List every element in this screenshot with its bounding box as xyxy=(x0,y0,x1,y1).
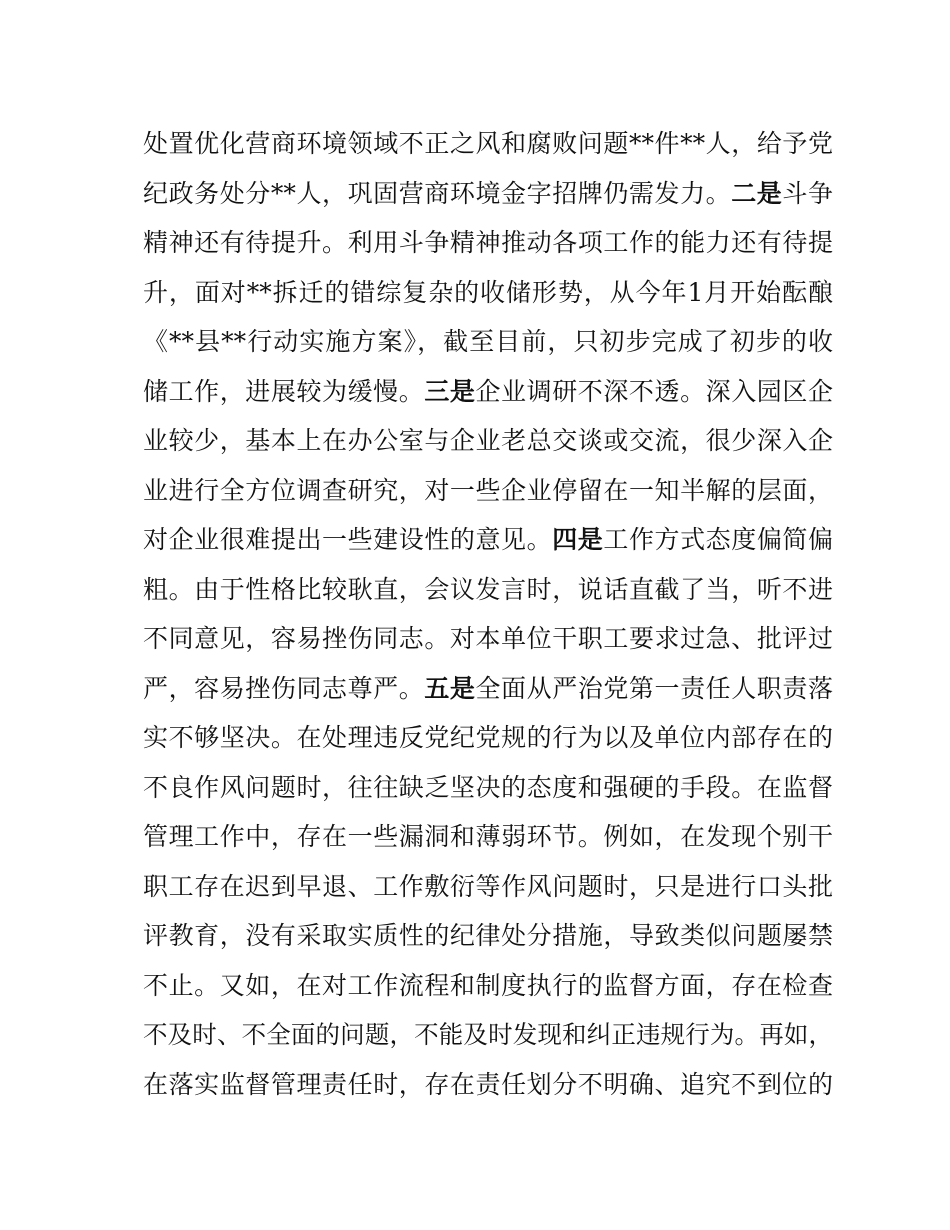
text-run: 不良作风问题时，往往缺乏坚决的态度和强硬的手段。在监督 xyxy=(143,772,833,802)
text-line xyxy=(143,367,833,417)
text-run: 全面从严治党第一责任人职责落 xyxy=(475,673,833,703)
text-run: 管理工作中，存在一些漏洞和薄弱环节。例如，在发现个别干 xyxy=(143,822,833,851)
text-line xyxy=(143,812,833,862)
text-line xyxy=(143,763,833,813)
text-run: 斗争 xyxy=(782,178,833,208)
text-run: 储工作，进展较为缓慢。 xyxy=(143,376,425,406)
text-run: 职工存在迟到早退、工作敷衍等作风问题时，只是进行口头批 xyxy=(143,871,833,901)
text-run: 不及时、不全面的问题，不能及时发现和纠正违规行为。再如， xyxy=(143,1020,833,1049)
text-run: 业较少，基本上在办公室与企业老总交谈或交流，很少深入企 xyxy=(143,426,833,455)
text-run: 《**县**行动实施方案》，截至目前，只初步完成了初步的收 xyxy=(143,327,833,356)
text-run: 粗。由于性格比较耿直，会议发言时，说话直截了当，听不进 xyxy=(143,574,833,604)
text-line xyxy=(143,119,833,169)
text-run: 业进行全方位调查研究，对一些企业停留在一知半解的层面， xyxy=(143,475,833,505)
text-run: 纪政务处分**人，巩固营商环境金字招牌仍需发力。 xyxy=(143,178,732,208)
text-run: 企业调研不深不透。深入园区企 xyxy=(475,376,833,406)
text-line xyxy=(143,169,833,219)
ordinal-marker: 四是 xyxy=(552,525,604,554)
body-text xyxy=(143,119,833,1109)
text-line xyxy=(143,416,833,466)
text-run: 处置优化营商环境领域不正之风和腐败问题**件**人，给予党 xyxy=(143,129,833,158)
text-run: 工作方式态度偏简偏 xyxy=(603,525,833,554)
text-line xyxy=(143,218,833,268)
ordinal-marker: 三是 xyxy=(424,376,476,406)
text-run: 实不够坚决。在处理违反党纪党规的行为以及单位内部存在的 xyxy=(143,723,833,752)
text-line xyxy=(143,1010,833,1060)
text-line xyxy=(143,961,833,1011)
text-line xyxy=(143,268,833,318)
text-line xyxy=(143,713,833,763)
text-line xyxy=(143,317,833,367)
text-line xyxy=(143,565,833,615)
text-run: 精神还有待提升。利用斗争精神推动各项工作的能力还有待提 xyxy=(143,228,833,257)
text-run: 严，容易挫伤同志尊严。 xyxy=(143,673,425,703)
text-run: 不止。又如，在对工作流程和制度执行的监督方面，存在检查 xyxy=(143,970,833,1000)
text-line xyxy=(143,515,833,565)
text-line xyxy=(143,466,833,516)
text-line xyxy=(143,911,833,961)
text-run: 升，面对**拆迁的错综复杂的收储形势，从今年1月开始酝酿 xyxy=(143,277,833,307)
ordinal-marker: 五是 xyxy=(424,673,476,703)
text-run: 不同意见，容易挫伤同志。对本单位干职工要求过急、批评过 xyxy=(143,624,833,653)
text-run: 评教育，没有采取实质性的纪律处分措施，导致类似问题屡禁 xyxy=(143,921,833,950)
text-line xyxy=(143,614,833,664)
text-line xyxy=(143,664,833,714)
text-run: 在落实监督管理责任时，存在责任划分不明确、追究不到位的 xyxy=(143,1069,833,1099)
text-line xyxy=(143,862,833,912)
text-run: 对企业很难提出一些建设性的意见。 xyxy=(143,525,553,554)
text-line xyxy=(143,1060,833,1110)
ordinal-marker: 二是 xyxy=(731,178,783,208)
